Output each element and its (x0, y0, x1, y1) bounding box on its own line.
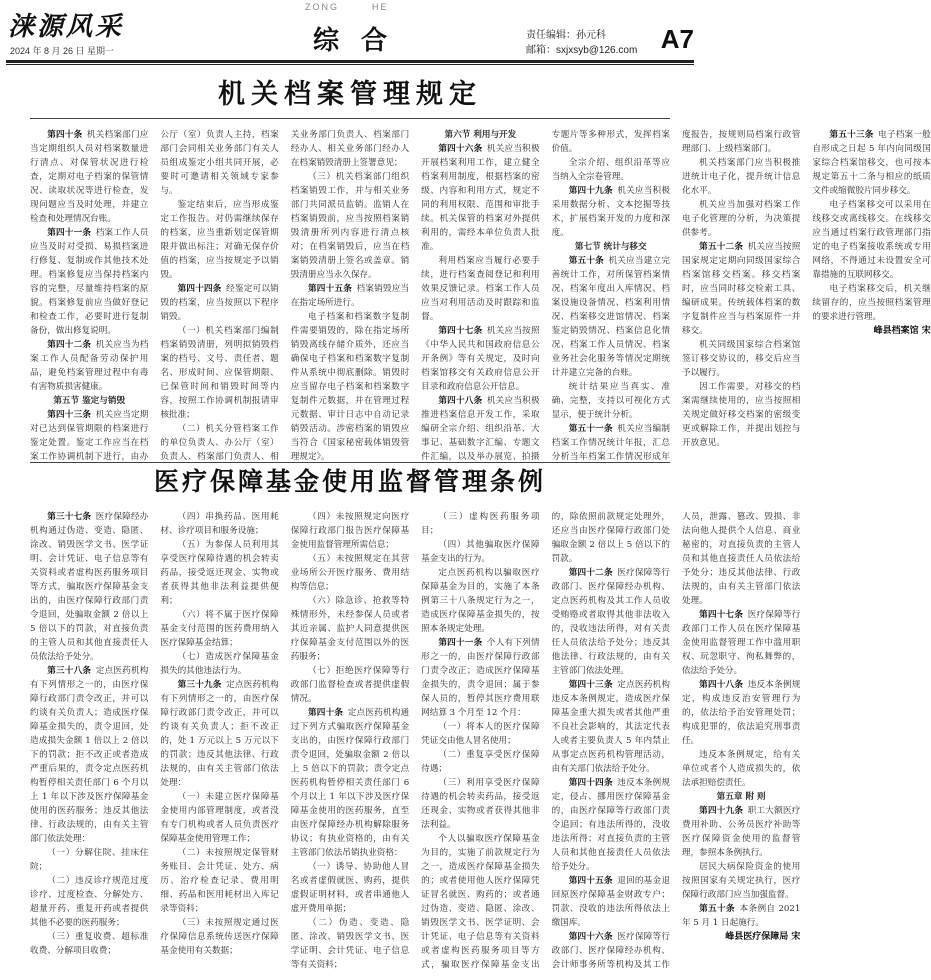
paragraph-text: 个人以骗取医疗保障基金为目的，实施了前款规定行为之一，造成医疗保障基金损失的；或者使用他人医疗保障凭证冒名就医、购药的；或者通过伪造、变造、隐匿、涂改、销毁医学文书、医学证明、会计凭证、电子信息等有关资料或者虚构医药服务项目等方式，骗取医疗保障基金支出的，除依照前款规定处理外，还应当由医疗保障行政部门处骗取金额 2 倍以上 5 倍以下的罚款。 (421, 512, 670, 970)
paragraph-text: 定点医药机构通过下列方式骗取医疗保障基金支出的，由医疗保障行政部门责令退回，处骗取金额 2 倍以上 5 倍以下的罚款；责令定点医药机构暂停相关责任部门 6 个月以上 1 年以下涉及医疗保障基金使用的医药服务，直至由医疗保障经办机构解除服务协议；有执业资格的，由有关主管部门依法吊销执业资格： (290, 708, 410, 858)
paragraph-text: 机关应当积极推进档案信息开发工作，采取编研全宗介绍、组织沿革、大事记、基础数字汇编、专题文件汇编，以及举办展览、拍摄专题片等多种形式，发挥档案价值。 (421, 130, 670, 462)
paragraph-text: （七）造成医疗保障基金损失的其他违法行为。 (160, 652, 279, 676)
paragraph-text: 机关应当积极采用数据分析、文本挖掘等技术，扩展档案开发的力度和深度。 (551, 186, 670, 238)
article-paragraph (682, 748, 800, 790)
paragraph-text: （一）将本人的医疗保障凭证交由他人冒名使用； (421, 722, 540, 746)
article-body (30, 128, 931, 464)
paragraph-text: （一）分解住院、挂床住院； (30, 848, 149, 872)
paragraph-text: 本条例自 2021 年 5 月 1 日起施行。 (681, 904, 801, 928)
article-paragraph (812, 282, 930, 324)
article-paragraph (682, 240, 800, 338)
paragraph-text: 机关应当为档案工作人员配备劳动保护用品，避免档案管理过程中有毒有害物质损害健康。 (30, 340, 149, 392)
article-paragraph (682, 338, 800, 380)
paragraph-text: （一）机关档案部门编制档案销毁清册，列明拟销毁档案的档号、文号、责任者、题名、形成时间、应保管期限、已保管时间和销毁时间等内容，按照工作协调机制报请审核批准； (160, 326, 279, 420)
paragraph-text: （五）为参保人员利用其享受医疗保障待遇的机会转卖药品，接受返还现金、实物或者获得其他非法利益提供便利； (160, 540, 279, 606)
article-paragraph (682, 198, 800, 240)
article-number: 第四十四条 (568, 778, 613, 788)
article-paragraph (160, 650, 278, 678)
paragraph-text: 定点医药机构违反本条例规定，造成医疗保障基金重大损失或者其他严重不良社会影响的，其法定代表人或者主要负责人 5 年内禁止从事定点医药机构管理活动，由有关部门依法给予处分。 (551, 680, 670, 774)
article-number: 第四十三条 (568, 680, 613, 690)
article-paragraph (812, 198, 930, 282)
article-paragraph (160, 916, 278, 958)
article-paragraph (682, 678, 800, 748)
header-rule-thin (6, 64, 694, 65)
article-paragraph (812, 128, 930, 198)
paragraph-text: （五）未按照规定在其营业场所公开医疗服务、费用结构等信息； (290, 554, 410, 592)
article-number: 第四十七条 (438, 326, 483, 336)
paragraph-text: 医疗保障等行政部门工作人员在医疗保障基金使用监督管理工作中滥用职权、玩忽职守、徇私舞弊的，依法给予处分。 (681, 610, 801, 676)
paragraph-text: 定点医药机构以骗取医疗保障基金为目的，实施了本条例第三十八条规定行为之一，造成医疗保障基金损失的，按照本条规定处理。 (421, 568, 540, 634)
article-paragraph (160, 510, 278, 538)
article-paragraph (421, 748, 539, 776)
article-paragraph (552, 380, 670, 422)
paragraph-text: 机关应当加强对档案工作电子化管理的分析，为决策提供参考。 (681, 200, 801, 238)
article-paragraph (552, 566, 670, 678)
article-paragraph (160, 678, 278, 790)
article-paragraph (552, 254, 670, 380)
article-paragraph (160, 608, 278, 650)
article-paragraph (291, 706, 409, 860)
article-paragraph (421, 566, 539, 636)
paragraph-text: 机关同级国家综合档案馆签订移交协议的，移交后应当予以履行。 (681, 340, 801, 378)
paragraph-text: （七）拒绝医疗保障等行政部门监督检查或者提供虚假情况。 (290, 666, 410, 704)
paragraph-text: 机关档案部门应当定期组织人员对档案数量进行清点、对保管状况进行检查，定期对电子档案的保管情况、读取状况等进行检查，发现问题应当及时处理，并建立检查和处理情况台账。 (30, 130, 149, 224)
article-paragraph (421, 324, 539, 394)
paragraph-text: （二）违反诊疗规范过度诊疗、过度检查、分解处方、超量开药、重复开药或者提供其他不必要的医药服务； (30, 876, 149, 928)
article-paragraph (30, 930, 148, 958)
paragraph-text: 个人有下列情形之一的，由医疗保障行政部门责令改正；造成医疗保障基金损失的，责令退回；属于参保人员的，暂停其医疗费用联网结算 3 个月至 12 个月： (421, 638, 540, 718)
article-paragraph (160, 198, 278, 282)
article-paragraph (30, 664, 148, 846)
paragraph-text: 违反本条例规定，给有关单位或者个人造成损失的，依法承担赔偿责任。 (681, 750, 801, 788)
article-paragraph (682, 860, 800, 902)
paragraph-text: 机关档案部门应当积极推进统计电子化，提升统计信息化水平。 (681, 158, 801, 196)
article-number: 第四十条 (47, 130, 83, 140)
paragraph-text: （三）机关档案部门组织档案销毁工作，并与相关业务部门共同派员监销。监销人在档案销毁前，应当按照档案销毁清册所列内容进行清点核对；在档案销毁后，应当在档案销毁清册上签名或盖章。销毁清册应当永久保存。 (290, 172, 410, 280)
paragraph-text: 机关应当按照国家规定定期向同级国家综合档案馆移交档案。移交档案时，应当同时移交检索工具、编研成果。传统载体档案的数字复制件应当与档案原件一并移交。 (681, 242, 801, 336)
article-number: 第四十八条 (699, 680, 744, 690)
paragraph-text: 电子档案移交后，机关继续留存的，应当按照档案管理的要求进行管理。 (812, 284, 931, 322)
header-rule-thick (6, 60, 694, 63)
section-subheading: 第六节 利用与开发 (444, 130, 517, 140)
paragraph-text: （一）诱导、协助他人冒名或者虚假就医、购药，提供虚假证明材料，或者串通他人虚开费用单据； (290, 862, 410, 914)
article-signature: 峰县医疗保障局 宋 (725, 932, 801, 942)
paragraph-text: 定点医药机构有下列情形之一的，由医疗保障行政部门责令改正，并可以约谈有关负责人；拒不改正的，处 1 万元以上 5 万元以下的罚款；违反其他法律、行政法规的，由有关主管部门依法处理： (160, 680, 279, 788)
paragraph-text: 违反本条例规定，构成违反治安管理行为的，依法给予治安管理处罚；构成犯罪的，依法追究刑事责任。 (681, 680, 801, 746)
paragraph-text: 职工大额医疗费用补助、公务员医疗补助等医疗保障资金使用的监督管理，参照本条例执行。 (681, 806, 801, 858)
article-medical-insurance-regulation (30, 462, 801, 972)
responsible-editor: 责任编辑：孙元科 (526, 30, 606, 41)
editor-info (526, 28, 637, 58)
paragraph-text: （二）未按照规定保管财务账目、会计凭证、处方、病历、治疗检查记录、费用明细、药品和医用耗材出入库记录等资料； (160, 848, 279, 914)
paragraph-text: （三）利用享受医疗保障待遇的机会转卖药品，接受返还现金、实物或者获得其他非法利益。 (421, 778, 540, 830)
section-title: 综合 (312, 26, 409, 56)
editor-email: 邮箱：sxjxsyb@126.com (526, 45, 638, 56)
paragraph-text: 统计结果应当真实、准确、完整，支持以可视化方式显示，便于统计分析。 (551, 382, 670, 420)
paragraph-text: 机关应当积极开展档案利用工作，建立健全档案利用制度，根据档案的密级、内容和利用方式，规定不同的利用权限、范围和审批手续。机关保管的档案对外提供利用的，需经本单位负责人批准。 (421, 144, 540, 252)
article-paragraph (291, 860, 409, 916)
article-paragraph (30, 226, 148, 338)
article-paragraph (291, 664, 409, 706)
article-paragraph (160, 790, 278, 846)
article-paragraph (421, 142, 539, 254)
article-number: 第四十一条 (438, 638, 483, 648)
section-subheading: 第七节 统计与移交 (574, 242, 647, 252)
article-paragraph (682, 156, 800, 198)
headline-divider (30, 118, 670, 119)
paragraph-text: 定点医药机构有下列情形之一的，由医疗保障行政部门责令改正，并可以约谈有关负责人；造成医疗保障基金损失的，责令退回，处造成损失金额 1 倍以上 2 倍以下的罚款；拒不改正或者造成严重后果的，责令定点医药机构暂停相关责任部门 6 个月以上 1 年以下涉及医疗保障基金使用的医药服务；违反其他法律、行政法规的，由有关主管部门依法处理： (30, 666, 149, 844)
article-paragraph (552, 776, 670, 874)
article-paragraph (160, 846, 278, 916)
article-paragraph (30, 846, 148, 874)
paragraph-text: 医疗保障等行政部门、医疗保障经办机构、定点医药机构及其工作人员收受贿赂或者取得其他非法收入的，没收违法所得，对有关责任人员依法给予处分；违反其他法律、行政法规的，由有关主管部门依法处理。 (551, 568, 670, 676)
article-paragraph (30, 128, 148, 226)
paragraph-text: （二）机关分管档案工作的单位负责人、办公厅（室）负责人、档案部门负责人、相关业务部门负责人、档案部门经办人、相关业务部门经办人在档案销毁清册上签署意见； (160, 130, 410, 462)
paragraph-text: （四）未按照规定向医疗保障行政部门报告医疗保障基金使用监督管理所需信息； (290, 512, 410, 550)
article-paragraph (421, 636, 539, 720)
article-paragraph (552, 156, 670, 184)
section-subheading: 第五节 鉴定与销毁 (53, 396, 126, 406)
article-top-divider (30, 462, 670, 463)
article-paragraph (682, 380, 800, 450)
paragraph-text: 违反本条例规定，侵占、挪用医疗保障基金的，由医疗保障等行政部门责令追回；有违法所得的，没收违法所得；对直接负责的主管人员和其他直接责任人员依法给予处分。 (551, 778, 670, 872)
article-number: 第四十一条 (47, 228, 92, 238)
article-body (30, 510, 801, 972)
article-number: 第四十四条 (177, 284, 222, 294)
article-number: 第三十八条 (47, 666, 92, 676)
article-number: 第三十七条 (47, 512, 92, 522)
paragraph-text: 医疗保障经办机构通过伪造、变造、隐匿、涂改、销毁医学文书、医学证明、会计凭证、电子信息等有关资料或者虚构医药服务项目等方式，骗取医疗保障基金支出的，由医疗保障行政部门责令退回，处骗取金额 2 倍以上 5 倍以下的罚款，对直接负责的主管人员和其他直接责任人员依法给予处分。 (30, 512, 149, 662)
article-number: 第四十二条 (568, 568, 613, 578)
article-number: 第四十二条 (47, 340, 92, 350)
article-paragraph (552, 678, 670, 776)
article-paragraph (682, 804, 800, 860)
paragraph-text: 全宗介绍、组织沿革等应当纳入全宗卷管理。 (551, 158, 670, 182)
article-paragraph (421, 776, 539, 832)
article-paragraph (160, 324, 278, 422)
article-number: 第四十五条 (568, 876, 613, 886)
article-paragraph (291, 594, 409, 664)
newspaper-brand: 涞源风采 (8, 12, 125, 42)
paragraph-text: 因工作需要，对移交的档案需继续使用的，应当按照相关规定做好移交档案的密级变更或解除工作，并提出划控与开放意见。 (681, 382, 801, 448)
paragraph-text: 档案工作人员应当及时对受损、易损档案进行修复、复制或作其他技术处理。档案修复应当保持档案内容的完整，尽量维持档案的原貌。档案修复前应当做好登记和检查工作，必要时进行复制备份，做出修复说明。 (30, 228, 149, 336)
paragraph-text: 档案销毁应当在指定场所进行。 (290, 284, 410, 308)
article-paragraph (291, 282, 409, 310)
paragraph-text: 机关应当定期对已达到保管期限的档案进行鉴定处置。鉴定工作应当在档案工作协调机制下进行，由办公厅（室）负责人主持，档案部门会同相关业务部门有关人员组成鉴定小组共同开展，必要时可邀请相关领域专家参与。 (30, 130, 279, 462)
paragraph-text: 居民大病保险资金的使用按照国家有关规定执行，医疗保障行政部门应当加强监督。 (681, 862, 801, 900)
paragraph-text: 机关应当编制档案工作情况统计年报，汇总分析当年档案工作情况形成年度报告，按规则局档案行政管理部门、上级档案部门。 (551, 130, 801, 462)
article-paragraph (291, 310, 409, 464)
article-number: 第四十三条 (47, 410, 92, 420)
article-paragraph (30, 510, 148, 664)
paragraph-text: （二）伪造、变造、隐匿、涂改、销毁医学文书、医学证明、会计凭证、电子信息等有关资料； (290, 918, 410, 970)
article-archives-regulation (30, 72, 931, 464)
article-number: 第四十条 (307, 708, 344, 718)
paragraph-text: （三）虚构医药服务项目； (421, 512, 540, 536)
article-paragraph (682, 902, 800, 930)
section-pinyin-left: ZONG (305, 2, 339, 12)
paragraph-text: （一）未建立医疗保障基金使用内部管理制度，或者没有专门机构或者人员负责医疗保障基金使用管理工作； (160, 792, 279, 844)
article-paragraph (291, 510, 409, 552)
masthead (0, 0, 700, 62)
article-number: 第五十一条 (568, 424, 613, 434)
article-headline: 机关档案管理规定 (218, 79, 482, 110)
article-number: 第五十二条 (699, 242, 744, 252)
article-number: 第三十九条 (177, 680, 222, 690)
paragraph-text: （二）重复享受医疗保障待遇； (421, 750, 540, 774)
paragraph-text: 经鉴定可以销毁的档案，应当按照以下程序销毁。 (160, 284, 279, 322)
paragraph-text: 电子档案移交可以采用在线移交或离线移交。在线移交应当通过档案行政管理部门指定的电子档案接收系统或专用网络，不得通过未设置安全可靠措施的互联网移交。 (812, 200, 931, 280)
article-paragraph (421, 510, 539, 538)
article-paragraph (30, 874, 148, 930)
article-paragraph (552, 184, 670, 240)
paragraph-text: （四）其他骗取医疗保障基金支出的行为。 (421, 540, 540, 564)
article-number: 第四十八条 (438, 396, 483, 406)
page-number: A7 (660, 24, 694, 54)
publication-date: 2024 年 8 月 26 日 星期一 (10, 46, 115, 56)
article-paragraph (291, 170, 409, 282)
section-subheading: 第五章 附 则 (716, 792, 766, 802)
article-number: 第四十六条 (438, 144, 483, 154)
article-paragraph (421, 538, 539, 566)
article-number: 第五十条 (699, 904, 735, 914)
article-number: 第四十九条 (568, 186, 613, 196)
article-paragraph (682, 608, 800, 678)
paragraph-text: （四）串换药品、医用耗材、诊疗项目和服务设施； (160, 512, 279, 536)
paragraph-text: 机关应当建立完善统计工作，对所保管档案情况、档案年度出入库情况、档案设施设备情况、档案利用情况、档案移交进馆情况、档案鉴定销毁情况、档案信息化情况、档案工作人员情况、档案业务社会化服务等情况定期统计并建立完备的台账。 (551, 256, 670, 378)
article-number: 第四十六条 (568, 932, 613, 942)
paragraph-text: 退回的基金退回原医疗保障基金财政专户；罚款、没收的违法所得依法上缴国库。 (551, 876, 670, 928)
paragraph-text: 电子档案一般自形成之日起 5 年内向同级国家综合档案馆移交，也可按本规定第五十二条与相应的纸质文件或缩微胶片同步移交。 (812, 130, 931, 196)
article-number: 第五十条 (568, 256, 604, 266)
paragraph-text: 利用档案应当履行必要手续，进行档案查阅登记和利用效果反馈记录。档案工作人员应当对利用活动及时跟踪和监督。 (421, 256, 540, 322)
article-paragraph (552, 874, 670, 930)
section-pinyin-right: HE (372, 2, 389, 12)
article-number: 第四十五条 (307, 284, 353, 294)
article-paragraph (291, 552, 409, 594)
article-headline: 医疗保障基金使用监督管理条例 (153, 467, 546, 496)
paragraph-text: 电子档案和档案数字复制件需要销毁的，除在指定场所销毁离线存储介质外，还应当确保电子档案和档案数字复制件从系统中彻底删除。销毁时应当留存电子档案和档案数字复制件元数据，并在管理过程元数据、审计日志中自动记录销毁活动。涉密档案的销毁应当符合《国家秘密载体销毁管理规定》。 (290, 312, 410, 462)
paragraph-text: （三）未按照规定通过医疗保障信息系统传送医疗保障基金使用有关数据； (160, 918, 279, 956)
paragraph-text: 鉴定结束后，应当形成鉴定工作报告。对仍需继续保存的档案，应当重新划定保管期限并做出标注；对确无保存价值的档案，应当按规定予以销毁。 (160, 200, 279, 280)
paragraph-text: （六）将不属于医疗保障基金支付范围的医药费用纳入医疗保障基金结算； (160, 610, 279, 648)
paragraph-text: （六）除急诊、抢救等特殊情形外，未经参保人员或者其近亲属、监护人同意提供医疗保障基金支付范围以外的医药服务； (290, 596, 410, 662)
article-paragraph (291, 916, 409, 972)
article-paragraph (30, 338, 148, 394)
paragraph-text: （三）重复收费、超标准收费、分解项目收费； (30, 932, 149, 956)
paragraph-text: 医疗保障等行政部门、医疗保障经办机构、会计师事务所等机构及其工作人员，泄露、篡改、毁损、非法向他人提供个人信息、商业秘密的，对直接负责的主管人员和其他直接责任人员依法给予处分；违反其他法律、行政法规的，由有关主管部门依法处理。 (551, 512, 801, 970)
article-number: 第五十三条 (829, 130, 874, 140)
article-signature: 峰县档案馆 宋 (873, 326, 931, 336)
article-number: 第四十七条 (699, 610, 744, 620)
paragraph-text: 机关应当按照《中华人民共和国政府信息公开条例》等有关规定，及时向档案馆移交有关政府信息公开目录和政府信息公开信息。 (421, 326, 540, 392)
article-paragraph (421, 254, 539, 324)
article-number: 第四十九条 (699, 806, 744, 816)
article-paragraph (421, 720, 539, 748)
article-paragraph (160, 282, 278, 324)
article-paragraph (160, 538, 278, 608)
